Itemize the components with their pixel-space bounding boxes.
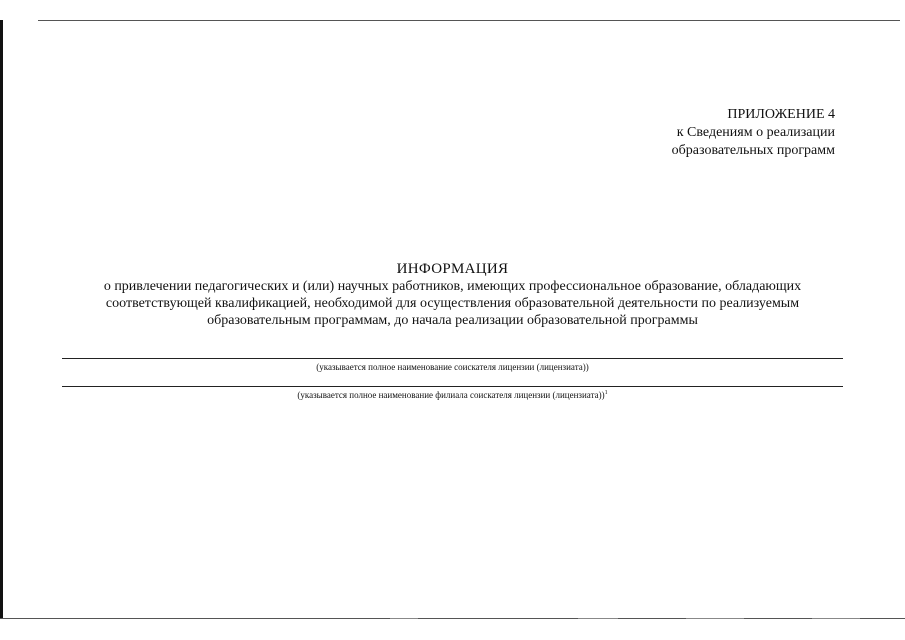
footnote-marker: 1	[604, 390, 608, 396]
subtitle-line: о привлечении педагогических и (или) научных работников, имеющих профессиональное образование, обладающих	[103, 279, 802, 294]
branch-name-caption	[62, 390, 843, 401]
scan-left-edge	[0, 20, 3, 618]
subtitle-line: соответствующей квалификацией, необходимой для осуществления образовательной деятельности по реализуемым	[105, 296, 800, 311]
scan-artifact	[812, 618, 860, 619]
page-top-border	[38, 20, 900, 21]
scan-artifact	[578, 618, 618, 619]
appendix-header	[672, 106, 835, 160]
applicant-name-caption: (указывается полное наименование соискателя лицензии (лицензиата))	[316, 362, 589, 372]
document-subtitle	[40, 278, 865, 329]
branch-name-line[interactable]	[62, 386, 843, 387]
subtitle-line: образовательным программам, до начала реализации образовательной программы	[207, 313, 698, 328]
branch-caption-text: (указывается полное наименование филиала соискателя лицензии (лицензиата))	[297, 390, 605, 400]
scan-artifact	[390, 618, 418, 619]
document-title: ИНФОРМАЦИЯ	[396, 261, 509, 277]
appendix-reference: к Сведениям о реализации	[676, 125, 835, 140]
scan-artifact	[686, 618, 744, 619]
page-bottom-border	[0, 618, 905, 619]
document-heading	[40, 260, 865, 329]
appendix-reference: образовательных программ	[671, 143, 835, 158]
appendix-number: ПРИЛОЖЕНИЕ 4	[727, 107, 835, 122]
applicant-name-line[interactable]	[62, 358, 843, 359]
